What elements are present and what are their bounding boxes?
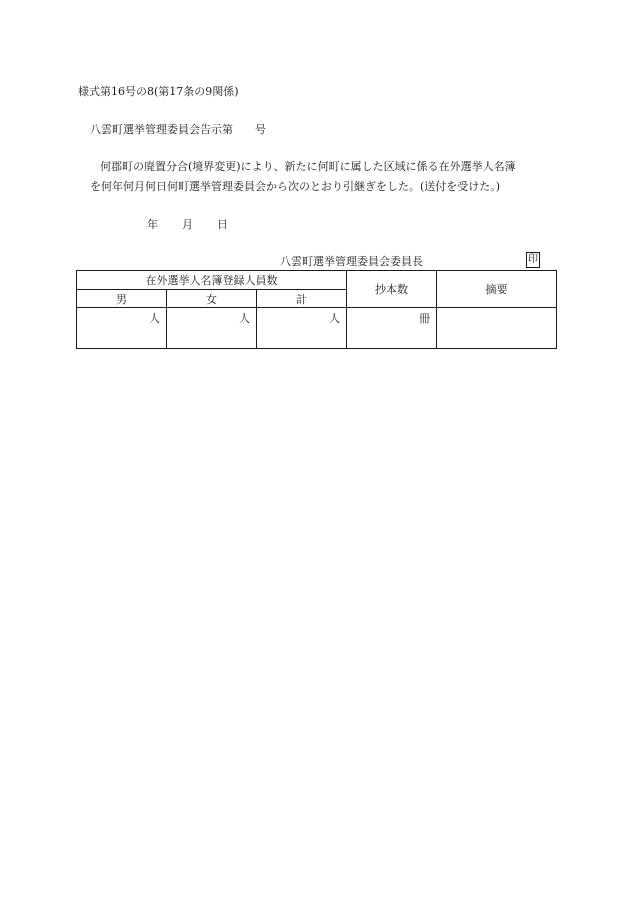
female-header: 女	[167, 290, 257, 308]
date-line	[147, 218, 228, 232]
seal-mark: 印	[526, 252, 540, 268]
copies-count-cell: 冊	[347, 308, 437, 349]
date-month-label: 月	[182, 218, 193, 231]
body-text-line-2: を何年何月何日何町選挙管理委員会から次のとおり引継ぎをした。(送付を受けた。)	[90, 180, 501, 193]
total-count-cell: 人	[257, 308, 347, 349]
copies-header: 抄本数	[347, 271, 437, 308]
registered-count-header: 在外選挙人名簿登録人員数	[77, 271, 347, 290]
notice-title: 八雲町選挙管理委員会告示第 号	[90, 123, 266, 136]
male-count-cell: 人	[77, 308, 167, 349]
remarks-cell	[437, 308, 557, 349]
register-table	[76, 270, 557, 349]
total-header: 計	[257, 290, 347, 308]
male-header: 男	[77, 290, 167, 308]
female-count-cell: 人	[167, 308, 257, 349]
remarks-header: 摘要	[437, 271, 557, 308]
date-day-label: 日	[217, 218, 228, 231]
form-reference: 様式第16号の8(第17条の9関係)	[78, 85, 239, 98]
date-year-label: 年	[147, 218, 158, 231]
body-text-line-1: 何郡町の廃置分合(境界変更)により、新たに何町に属した区域に係る在外選挙人名簿	[100, 160, 516, 173]
signer-title: 八雲町選挙管理委員会委員長	[280, 255, 423, 268]
